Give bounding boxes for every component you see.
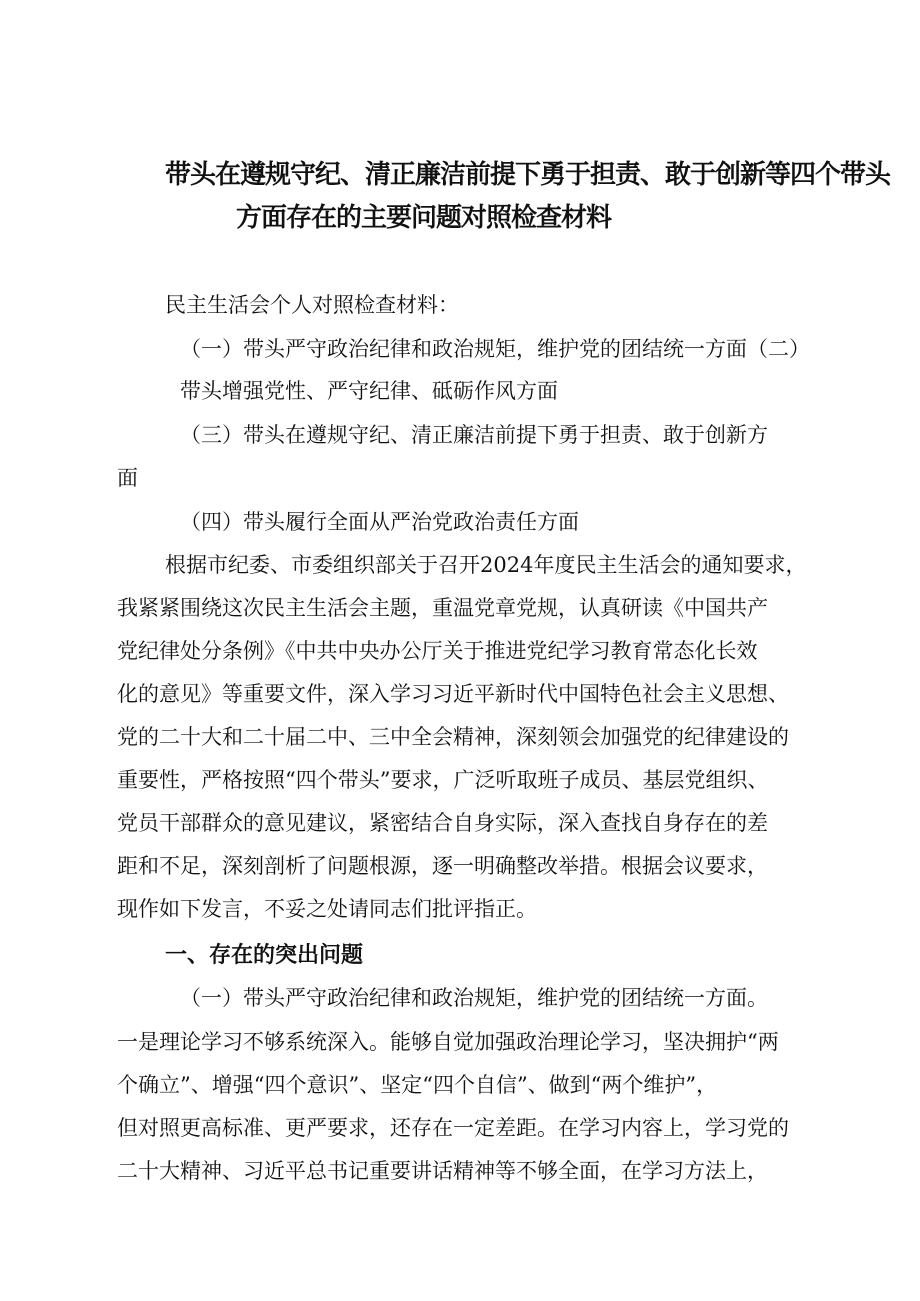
body-line: （三）带头在遵规守纪、清正廉洁前提下勇于担责、敢于创新方 — [180, 423, 768, 447]
body-line: 党的二十大和二十届二中、三中全会精神，深刻领会加强党的纪律建设的 — [117, 725, 789, 749]
body-line: 二十大精神、习近平总书记重要讲话精神等不够全面，在学习方法上， — [117, 1159, 768, 1183]
body-line: 一是理论学习不够系统深入。能够自觉加强政治理论学习，坚决拥护“两 — [117, 1030, 779, 1054]
document-title-line-2: 方面存在的主要问题对照检查材料 — [236, 203, 612, 233]
body-line: 根据市纪委、市委组织部关于召开2024年度民主生活会的通知要求， — [165, 553, 807, 577]
body-line: （一）带头严守政治纪律和政治规矩，维护党的团结统一方面（二） — [180, 337, 810, 361]
document-title-line-1: 带头在遵规守纪、清正廉洁前提下勇于担责、敢于创新等四个带头 — [165, 160, 891, 190]
body-line: 我紧紧围绕这次民主生活会主题，重温党章党规，认真研读《中国共产 — [117, 596, 768, 620]
body-line: （一）带头严守政治纪律和政治规矩，维护党的团结统一方面。 — [180, 986, 768, 1010]
body-line: （四）带头履行全面从严治党政治责任方面 — [180, 510, 579, 534]
section-heading: 一、存在的突出问题 — [165, 943, 364, 968]
body-line: 个确立”、增强“四个意识”、坚定“四个自信”、做到“两个维护”， — [117, 1073, 718, 1097]
body-line: 现作如下发言，不妥之处请同志们批评指正。 — [117, 897, 537, 921]
body-line: 距和不足，深刻剖析了问题根源，逐一明确整改举措。根据会议要求， — [117, 854, 768, 878]
body-line: 重要性，严格按照“四个带头”要求，广泛听取班子成员、基层党组织、 — [117, 768, 769, 792]
body-line: 党员干部群众的意见建议，紧密结合自身实际，深入查找自身存在的差 — [117, 811, 768, 835]
body-line: 民主生活会个人对照检查材料： — [165, 293, 459, 317]
body-line: 党纪律处分条例》《中共中央办公厅关于推进党纪学习教育常态化长效 — [117, 639, 758, 663]
body-line: 化的意见》等重要文件，深入学习习近平新时代中国特色社会主义思想、 — [117, 682, 789, 706]
body-line: 但对照更高标准、更严要求，还存在一定差距。在学习内容上，学习党的 — [117, 1116, 789, 1140]
body-line: 面 — [117, 466, 138, 490]
body-line: 带头增强党性、严守纪律、砥砺作风方面 — [180, 379, 558, 403]
